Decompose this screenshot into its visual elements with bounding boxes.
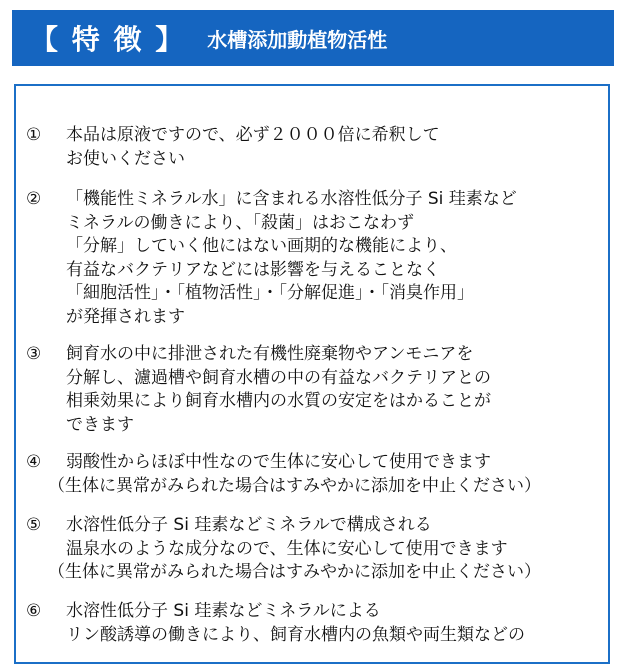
- feature-line: できます: [66, 414, 134, 435]
- feature-item-4: [26, 451, 606, 498]
- feature-line: が発揮されます: [66, 306, 185, 327]
- feature-item-1: [26, 124, 606, 171]
- feature-line: （生体に異常がみられた場合はすみやかに添加を中止ください）: [48, 475, 541, 496]
- feature-line: 水溶性低分子 Si 珪素などミネラルで構成される: [66, 515, 432, 535]
- feature-line: ミネラルの働きにより、「殺菌」はおこなわず: [66, 212, 414, 233]
- feature-number: ⑤: [26, 515, 42, 535]
- feature-item-2: [26, 188, 606, 329]
- feature-line: 分解し、濾過槽や飼育水槽の中の有益なバクテリアとの: [66, 367, 491, 388]
- feature-line: 弱酸性からほぼ中性なので生体に安心して使用できます: [66, 452, 491, 472]
- feature-header-title: 水槽添加動植物活性: [207, 27, 388, 52]
- feature-line: 温泉水のような成分なので、生体に安心して使用できます: [66, 538, 508, 559]
- feature-line: 「機能性ミネラル水」に含まれる水溶性低分子 Si 珪素など: [66, 189, 517, 209]
- feature-number: ④: [26, 452, 42, 472]
- feature-line: お使いください: [66, 148, 185, 169]
- feature-number: ⑥: [26, 601, 42, 621]
- feature-line: （生体に異常がみられた場合はすみやかに添加を中止ください）: [48, 562, 541, 582]
- feature-number: ②: [26, 189, 42, 209]
- feature-line: リン酸誘導の働きにより、飼育水槽内の魚類や両生類などの: [66, 624, 525, 645]
- feature-number: ①: [26, 125, 42, 145]
- feature-header-tag: 【 特 徴 】: [30, 23, 186, 56]
- features-panel: [14, 84, 610, 664]
- feature-line: 有益なバクテリアなどには影響を与えることなく: [66, 259, 440, 280]
- feature-header: [12, 10, 614, 66]
- feature-line: 相乗効果により飼育水槽内の水質の安定をはかることが: [66, 391, 491, 411]
- feature-line: 飼育水の中に排泄された有機性廃棄物やアンモニアを: [66, 344, 474, 364]
- feature-line: 「分解」していく他にはない画期的な機能により、: [66, 236, 457, 256]
- feature-line: 「細胞活性」・「植物活性」・「分解促進」・「消臭作用」: [66, 283, 474, 303]
- feature-line: 水溶性低分子 Si 珪素などミネラルによる: [66, 601, 381, 621]
- feature-number: ③: [26, 344, 42, 364]
- feature-line: 本品は原液ですので、必ず２０００倍に希釈して: [66, 125, 440, 145]
- feature-item-3: [26, 343, 606, 437]
- feature-item-5: [26, 514, 606, 585]
